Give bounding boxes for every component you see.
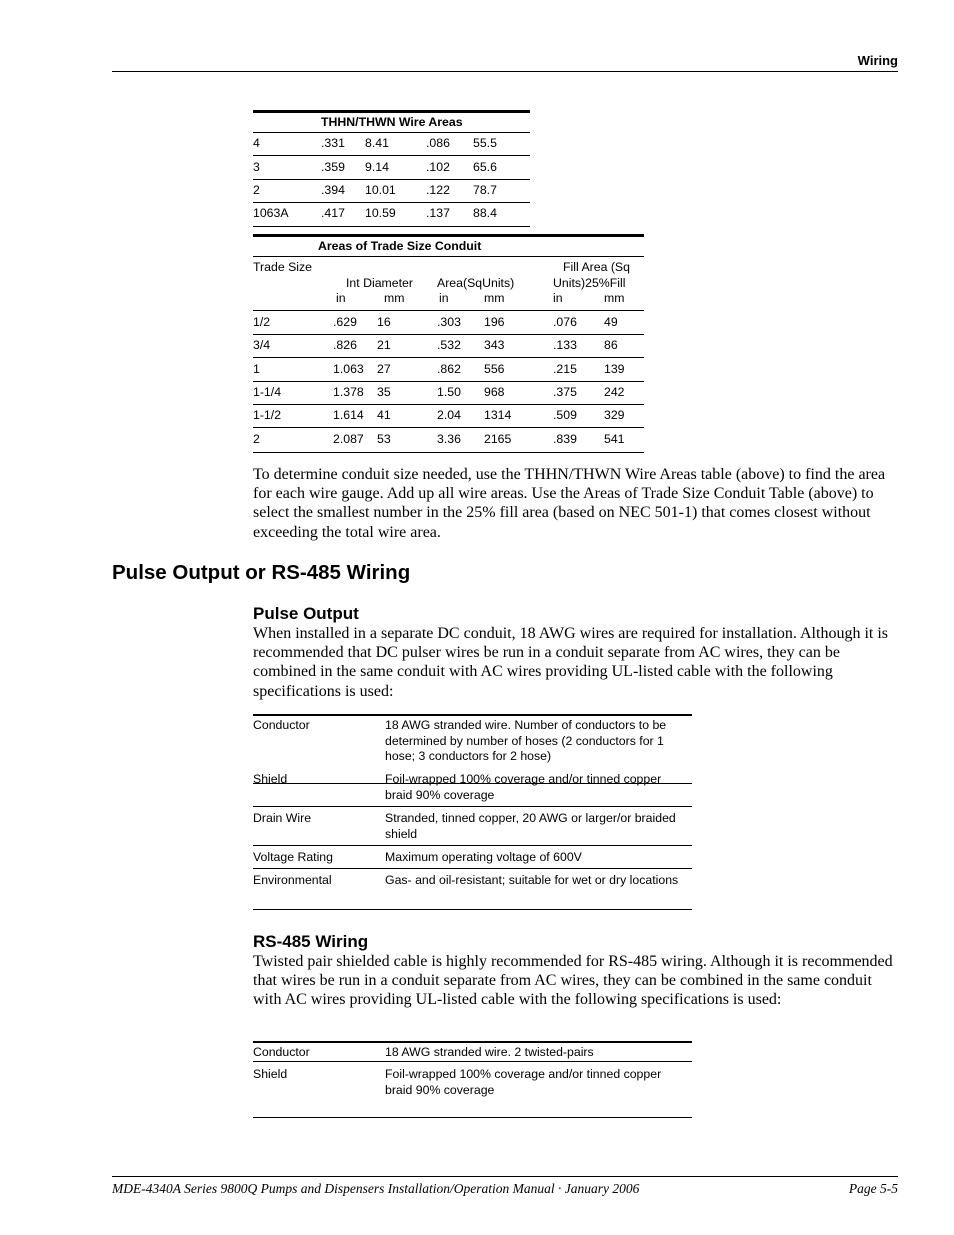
- row-rule: [253, 909, 692, 910]
- row-rule: [253, 1117, 692, 1118]
- table-cell: .509: [553, 408, 577, 422]
- table-cell: 41: [377, 408, 391, 422]
- table-cell: 2.04: [437, 408, 461, 422]
- table-top-rule: [253, 714, 692, 716]
- col-header-int-diameter: Int Diameter: [346, 276, 413, 290]
- table-cell: .076: [553, 315, 577, 329]
- spec-label: Conductor: [253, 1045, 310, 1059]
- table-title-rule: [253, 256, 644, 257]
- spec-label: Voltage Rating: [253, 850, 333, 864]
- table-cell: .417: [321, 206, 345, 220]
- spec-value: 18 AWG stranded wire. 2 twisted-pairs: [385, 1045, 594, 1059]
- table-cell: .629: [333, 315, 357, 329]
- table-cell: .137: [426, 206, 450, 220]
- table-cell: 541: [604, 432, 625, 446]
- unit-label: in: [553, 291, 563, 305]
- row-rule: [253, 179, 530, 180]
- table-cell: .331: [321, 136, 345, 150]
- table-top-rule: [253, 110, 530, 113]
- row-rule: [253, 381, 644, 382]
- section-heading: Pulse Output or RS-485 Wiring: [112, 561, 411, 584]
- row-rule: [253, 806, 692, 807]
- unit-label: mm: [384, 291, 405, 305]
- running-header-section: Wiring: [857, 53, 898, 68]
- table-cell: 1.50: [437, 385, 461, 399]
- spec-label: Conductor: [253, 718, 310, 732]
- rs485-paragraph: Twisted pair shielded cable is highly recommended for RS-485 wiring. Although it is recommended that wires be run in a conduit separate from AC wires, they can be combined in the same conduit with AC wires providing UL-listed cable with the following specifications is used:: [253, 953, 893, 1009]
- spec-value: Gas- and oil-resistant; suitable for wet or dry locations: [385, 873, 679, 887]
- table-cell: 55.5: [473, 136, 497, 150]
- unit-label: mm: [604, 291, 625, 305]
- table-cell: 343: [484, 338, 505, 352]
- table-cell: 3.36: [437, 432, 461, 446]
- row-rule: [253, 868, 692, 869]
- table-cell: 2.087: [333, 432, 364, 446]
- footer-manual-title: MDE-4340A Series 9800Q Pumps and Dispensers Installation/Operation Manual · January 2006: [112, 1181, 640, 1196]
- table-cell: 968: [484, 385, 505, 399]
- table-header-rule: [253, 310, 644, 311]
- spec-label: Drain Wire: [253, 811, 312, 825]
- table-cell: 53: [377, 432, 391, 446]
- table-cell: 86: [604, 338, 618, 352]
- spec-value: Stranded, tinned copper, 20 AWG or larger/or braided shield: [385, 811, 676, 841]
- table-cell: 49: [604, 315, 618, 329]
- trade-size-cell: 3/4: [253, 338, 271, 352]
- table-cell: 65.6: [473, 160, 497, 174]
- table-title: THHN/THWN Wire Areas: [321, 115, 463, 129]
- spec-value: 18 AWG stranded wire. Number of conductors to be determined by number of hoses (2 conductors for 1 hose; 3 conductors for 2 hose): [385, 718, 667, 763]
- table-cell: .359: [321, 160, 345, 174]
- table-top-rule: [253, 1041, 692, 1043]
- rs485-spec-table: [253, 1041, 692, 1121]
- table-cell: 16: [377, 315, 391, 329]
- spec-value: Foil-wrapped 100% coverage and/or tinned copper braid 90% coverage: [385, 1067, 662, 1097]
- spec-label: Environmental: [253, 873, 332, 887]
- wire-areas-table: [253, 110, 530, 230]
- table-cell: .375: [553, 385, 577, 399]
- trade-size-cell: 1: [253, 362, 260, 376]
- gauge-cell: 2: [253, 183, 260, 197]
- table-cell: .839: [553, 432, 577, 446]
- table-cell: 35: [377, 385, 391, 399]
- table-cell: .532: [437, 338, 461, 352]
- table-cell: 1.063: [333, 362, 364, 376]
- gauge-cell: 4: [253, 136, 260, 150]
- table-cell: .122: [426, 183, 450, 197]
- row-rule: [253, 452, 644, 453]
- table-cell: .133: [553, 338, 577, 352]
- spec-label: Shield: [253, 1067, 288, 1081]
- pulse-output-spec-table: [253, 714, 692, 914]
- conduit-size-paragraph: To determine conduit size needed, use the THHN/THWN Wire Areas table (above) to find the area for each wire gauge. Add up all wire areas. Use the Areas of Trade Size Conduit Table (above) to select the smallest number in the 25% fill area (based on NEC 501-1) that comes closest without exceeding the total wire area.: [253, 466, 886, 541]
- col-header-trade-size: Trade Size: [253, 260, 313, 274]
- col-header-fill-line2: Units)25%Fill: [553, 276, 626, 290]
- pulse-output-heading: Pulse Output: [253, 604, 359, 623]
- table-cell: 139: [604, 362, 625, 376]
- spec-value: Maximum operating voltage of 600V: [385, 850, 582, 864]
- row-rule: [253, 357, 644, 358]
- table-cell: 329: [604, 408, 625, 422]
- col-header-area: Area(SqUnits): [437, 276, 515, 290]
- table-cell: .394: [321, 183, 345, 197]
- table-cell: .102: [426, 160, 450, 174]
- row-rule: [253, 427, 644, 428]
- table-cell: .215: [553, 362, 577, 376]
- table-cell: 196: [484, 315, 505, 329]
- row-rule: [253, 404, 644, 405]
- col-header-fill-line1: Fill Area (Sq: [563, 260, 630, 274]
- table-cell: 78.7: [473, 183, 497, 197]
- row-rule: [253, 845, 692, 846]
- unit-label: in: [336, 291, 346, 305]
- footer-page-number: Page 5-5: [848, 1181, 898, 1196]
- table-cell: 88.4: [473, 206, 497, 220]
- table-cell: 10.01: [365, 183, 396, 197]
- table-cell: .303: [437, 315, 461, 329]
- trade-size-cell: 1-1/2: [253, 408, 282, 422]
- trade-size-conduit-table: [253, 234, 644, 456]
- table-cell: .086: [426, 136, 450, 150]
- row-rule: [253, 1061, 692, 1062]
- unit-label: in: [439, 291, 449, 305]
- table-cell: 10.59: [365, 206, 396, 220]
- row-rule: [253, 155, 530, 156]
- footer-rule: [112, 1176, 898, 1177]
- header-rule: [112, 71, 898, 72]
- row-rule: [253, 334, 644, 335]
- table-cell: .826: [333, 338, 357, 352]
- trade-size-cell: 2: [253, 432, 260, 446]
- rs485-heading: RS-485 Wiring: [253, 932, 369, 951]
- table-cell: 8.41: [365, 136, 389, 150]
- table-title: Areas of Trade Size Conduit: [318, 239, 482, 253]
- row-rule: [253, 226, 530, 227]
- table-cell: .862: [437, 362, 461, 376]
- table-cell: 9.14: [365, 160, 389, 174]
- table-cell: 27: [377, 362, 391, 376]
- trade-size-cell: 1/2: [253, 315, 271, 329]
- table-top-rule: [253, 234, 644, 237]
- table-cell: 242: [604, 385, 625, 399]
- table-cell: 1314: [484, 408, 512, 422]
- table-cell: 2165: [484, 432, 512, 446]
- table-cell: 1.378: [333, 385, 364, 399]
- table-cell: 556: [484, 362, 505, 376]
- gauge-cell: 3: [253, 160, 260, 174]
- pulse-output-paragraph: When installed in a separate DC conduit, 18 AWG wires are required for installation. Although it is recommended that DC pulser wires be run in a conduit separate from AC wires, they can be combined in the same conduit with AC wires providing UL-listed cable with the following specifications is used:: [253, 625, 889, 700]
- spec-label: Shield: [253, 772, 288, 786]
- trade-size-cell: 1-1/4: [253, 385, 282, 399]
- table-header-rule: [253, 132, 530, 133]
- table-cell: 21: [377, 338, 391, 352]
- table-cell: 1.614: [333, 408, 364, 422]
- row-rule: [253, 202, 530, 203]
- gauge-cell: 1063A: [253, 206, 289, 220]
- unit-label: mm: [484, 291, 505, 305]
- spec-value: Foil-wrapped 100% coverage and/or tinned copper braid 90% coverage: [385, 772, 662, 802]
